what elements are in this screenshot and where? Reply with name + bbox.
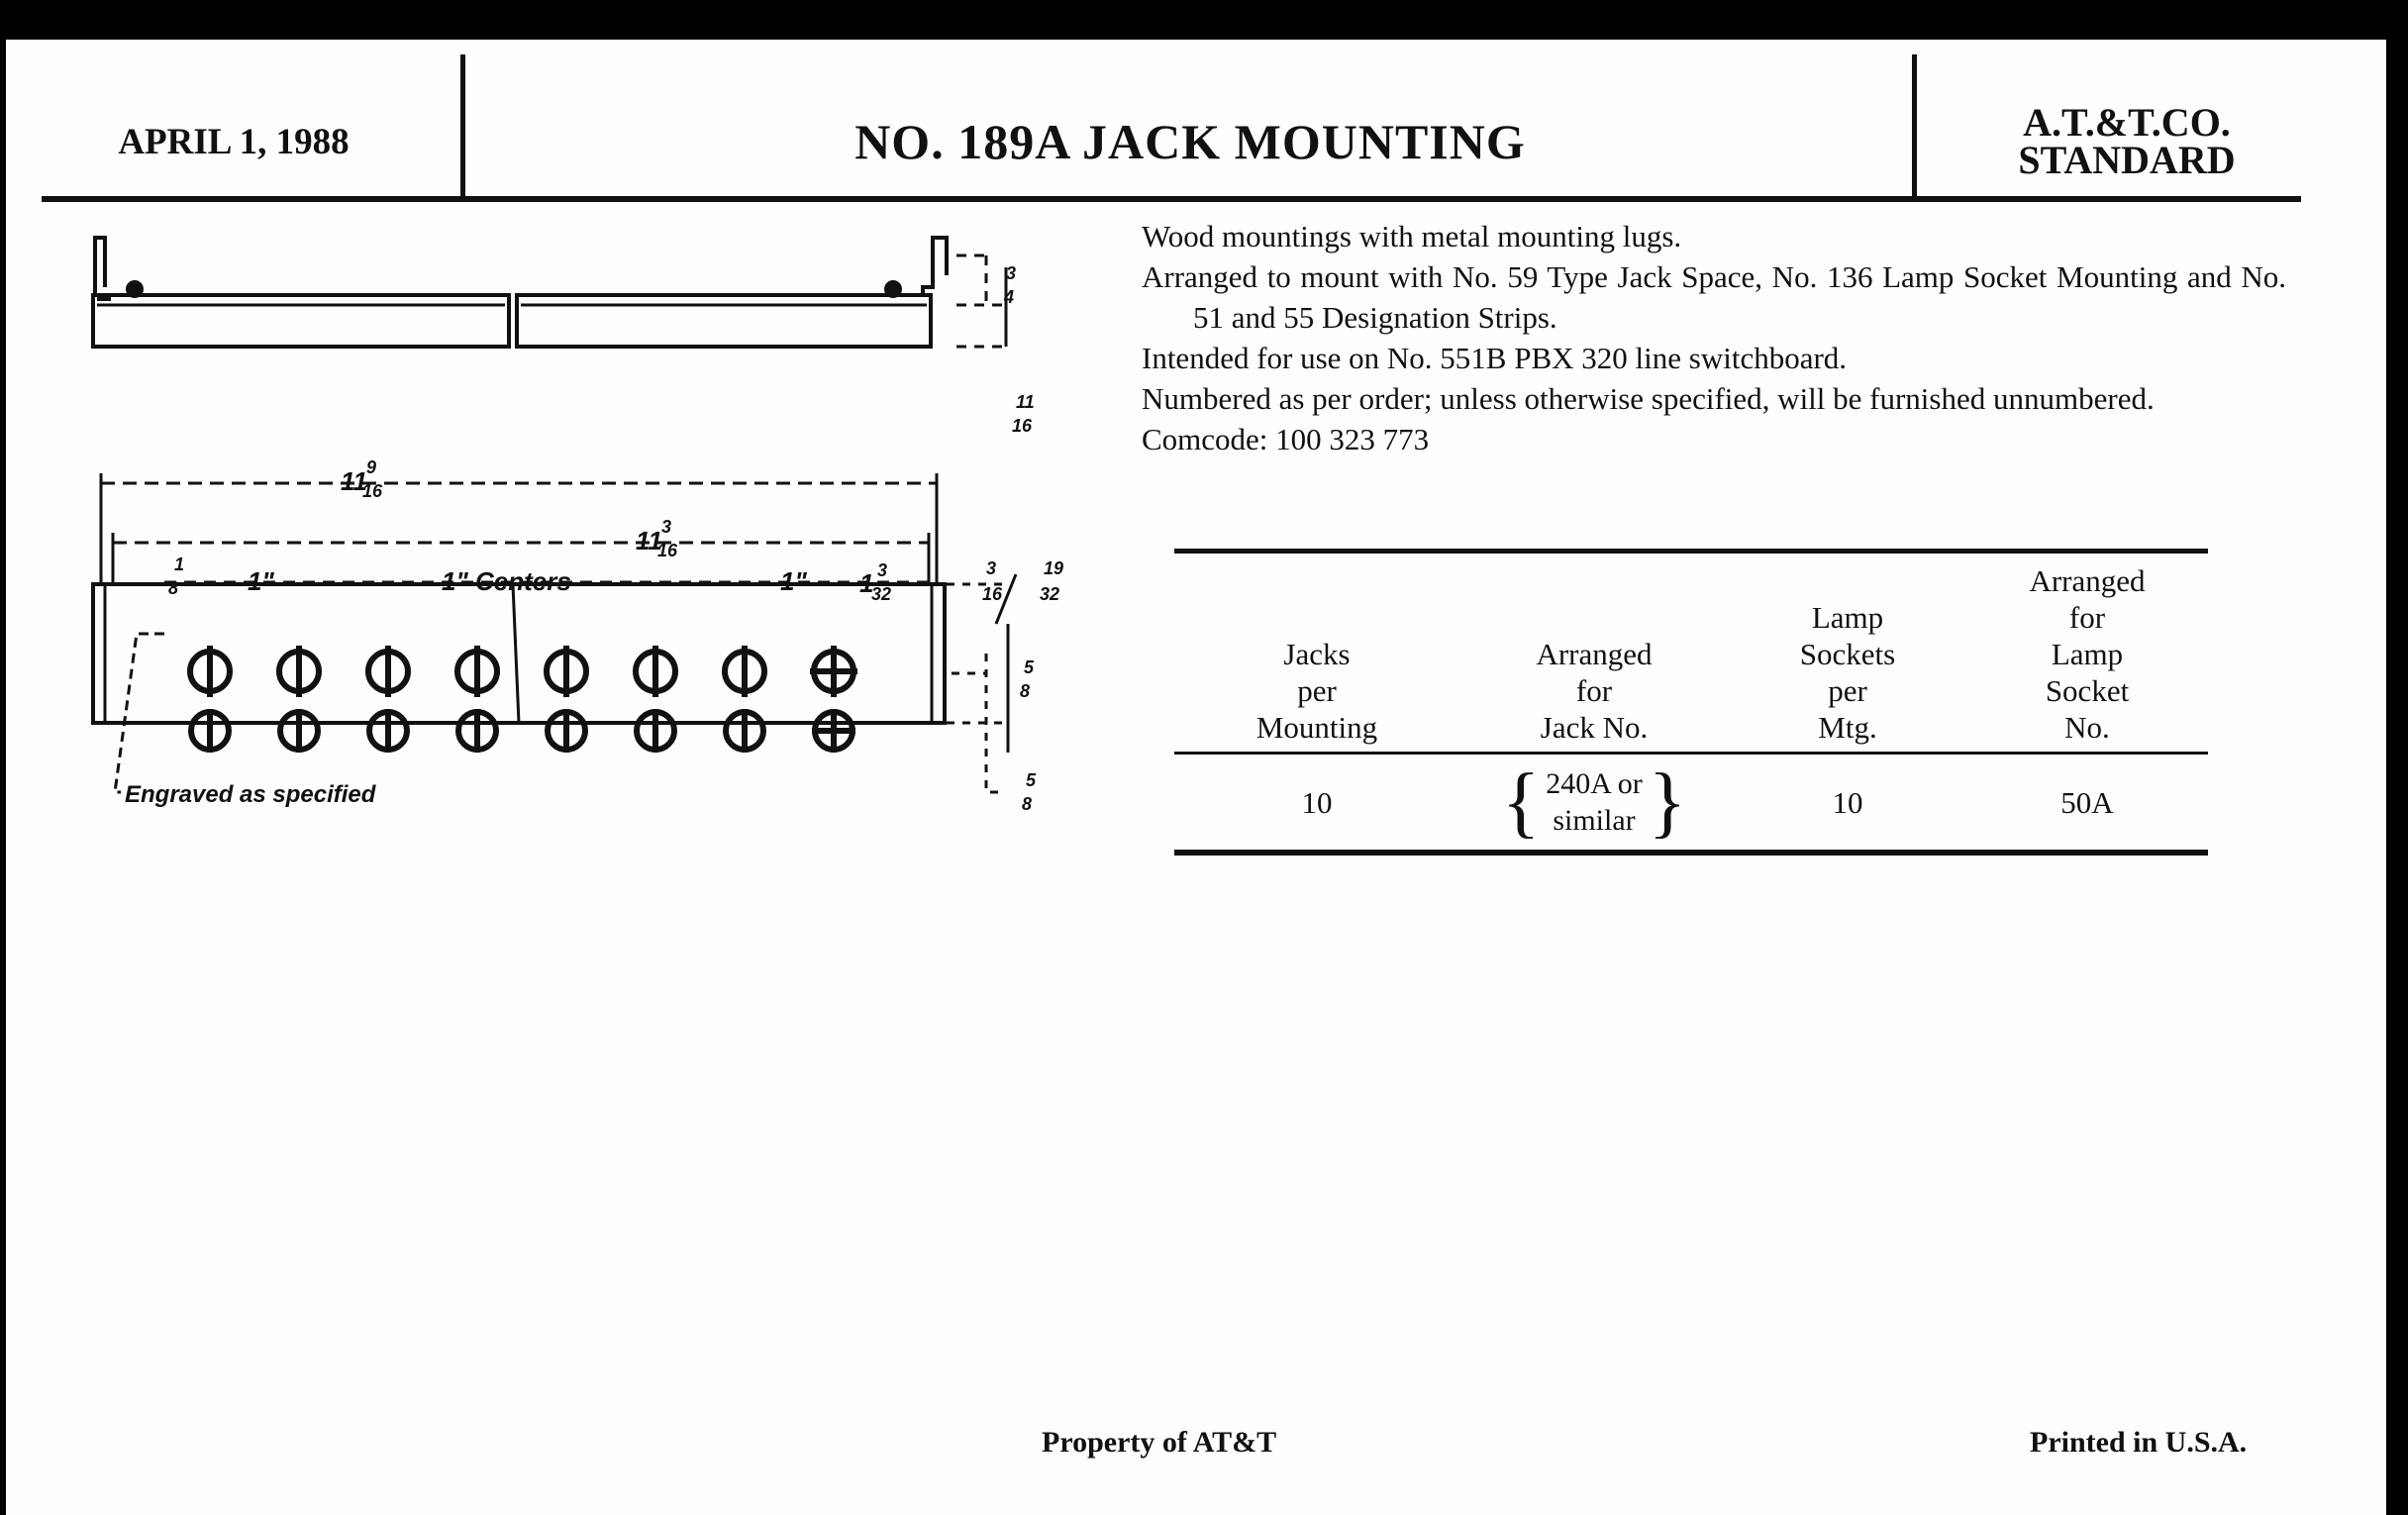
- svg-text:3: 3: [986, 558, 997, 578]
- right-mounting-lug: [923, 238, 947, 295]
- side-view-bar-right: [517, 295, 931, 347]
- cell-jack-no-text: 240A or similar: [1546, 767, 1643, 837]
- jack-2: [279, 646, 319, 697]
- svg-text:11: 11: [1016, 392, 1035, 412]
- lamp-socket-8: [812, 709, 855, 753]
- spec-table: [1174, 549, 2208, 856]
- property-note: Property of AT&T: [1042, 1426, 1277, 1459]
- description-line: Comcode: 100 323 773: [1142, 422, 1430, 456]
- side-view-bar-left: [93, 295, 509, 347]
- svg-text:3: 3: [1006, 263, 1017, 283]
- standard-label: [1919, 54, 2335, 229]
- jack-4: [457, 646, 497, 697]
- cell-lamp-socket-no: 50A: [2060, 784, 2114, 820]
- inner-dim-whole: 11: [636, 526, 662, 556]
- jack-3: [368, 646, 408, 697]
- svg-text:5: 5: [1024, 657, 1035, 677]
- lamp-socket-6: [637, 709, 674, 753]
- lamp-socket-2: [280, 709, 318, 753]
- jack-8: [810, 646, 857, 697]
- header-lamp-socket-no: Arranged for Lamp Socket No.: [2029, 563, 2146, 745]
- svg-text:3: 3: [877, 560, 888, 580]
- svg-text:8: 8: [1020, 681, 1031, 701]
- jack-mounting-drawing: [6, 40, 1095, 812]
- svg-text:19: 19: [1044, 558, 1064, 578]
- cell-lamp-sockets: 10: [1832, 784, 1863, 820]
- svg-text:16: 16: [362, 481, 383, 501]
- header-divider: [1912, 54, 1917, 201]
- svg-text:1: 1: [174, 555, 185, 574]
- spec-sheet: [6, 40, 2386, 1515]
- description-line: Numbered as per order; unless otherwise specified, will be furnished unnumbered.: [1142, 381, 2155, 416]
- issue-date: APRIL 1, 1988: [118, 121, 350, 162]
- header-arranged-for-jack: Arranged for Jack No.: [1536, 637, 1653, 745]
- scan-edge: [2386, 0, 2408, 1515]
- svg-text:1": 1": [780, 566, 807, 596]
- svg-text:16: 16: [657, 541, 678, 560]
- description-line: Wood mountings with metal mounting lugs.: [1142, 219, 1682, 253]
- lamp-socket-4: [458, 709, 496, 753]
- description-line: Arranged to mount with No. 59 Type Jack Space, No. 136 Lamp Socket Mounting and No. 51 and 55 Designation Strips.: [1142, 259, 2286, 335]
- left-mounting-lug: [95, 238, 105, 295]
- jack-7: [725, 646, 764, 697]
- header-jacks-per-mounting: Jacks per Mounting: [1255, 637, 1378, 745]
- svg-text:8: 8: [168, 578, 179, 598]
- cell-jack-no: { 240A or similar }: [1501, 758, 1687, 846]
- jack-1: [190, 646, 230, 697]
- table-row: [1174, 755, 2208, 850]
- jack-5: [547, 646, 586, 697]
- centers-label: 1" Centers: [442, 566, 571, 596]
- header-lamp-sockets: Lamp Sockets per Mtg.: [1799, 600, 1896, 745]
- svg-text:32: 32: [1040, 584, 1060, 604]
- lamp-socket-3: [369, 709, 407, 753]
- svg-text:9: 9: [366, 457, 377, 477]
- printed-note: Printed in U.S.A.: [2030, 1426, 2248, 1459]
- page-title: NO. 189A JACK MOUNTING: [854, 114, 1526, 169]
- description: [1142, 216, 2286, 459]
- jack-6: [636, 646, 675, 697]
- svg-text:3: 3: [661, 517, 672, 537]
- svg-text:5: 5: [1026, 770, 1037, 790]
- svg-text:1: 1: [859, 568, 874, 598]
- engraved-note: Engraved as specified: [125, 781, 376, 808]
- standard-line-1: A.T.&T.CO.: [2023, 100, 2231, 145]
- standard-line-2: STANDARD: [2018, 138, 2236, 182]
- svg-text:8: 8: [1022, 794, 1033, 812]
- svg-text:32: 32: [871, 584, 892, 604]
- lamp-socket-1: [191, 709, 229, 753]
- lamp-socket-5: [548, 709, 585, 753]
- svg-text:16: 16: [1012, 416, 1033, 436]
- svg-text:16: 16: [982, 584, 1003, 604]
- table-header: [1174, 554, 2208, 752]
- cell-jacks: 10: [1301, 784, 1333, 820]
- overall-dim-whole: 11: [341, 466, 367, 496]
- description-line: Intended for use on No. 551B PBX 320 line switchboard.: [1142, 341, 1848, 375]
- lamp-socket-7: [726, 709, 763, 753]
- svg-text:1": 1": [248, 566, 274, 596]
- svg-text:4: 4: [1004, 287, 1015, 307]
- table-bottom-rule: [1174, 850, 2208, 856]
